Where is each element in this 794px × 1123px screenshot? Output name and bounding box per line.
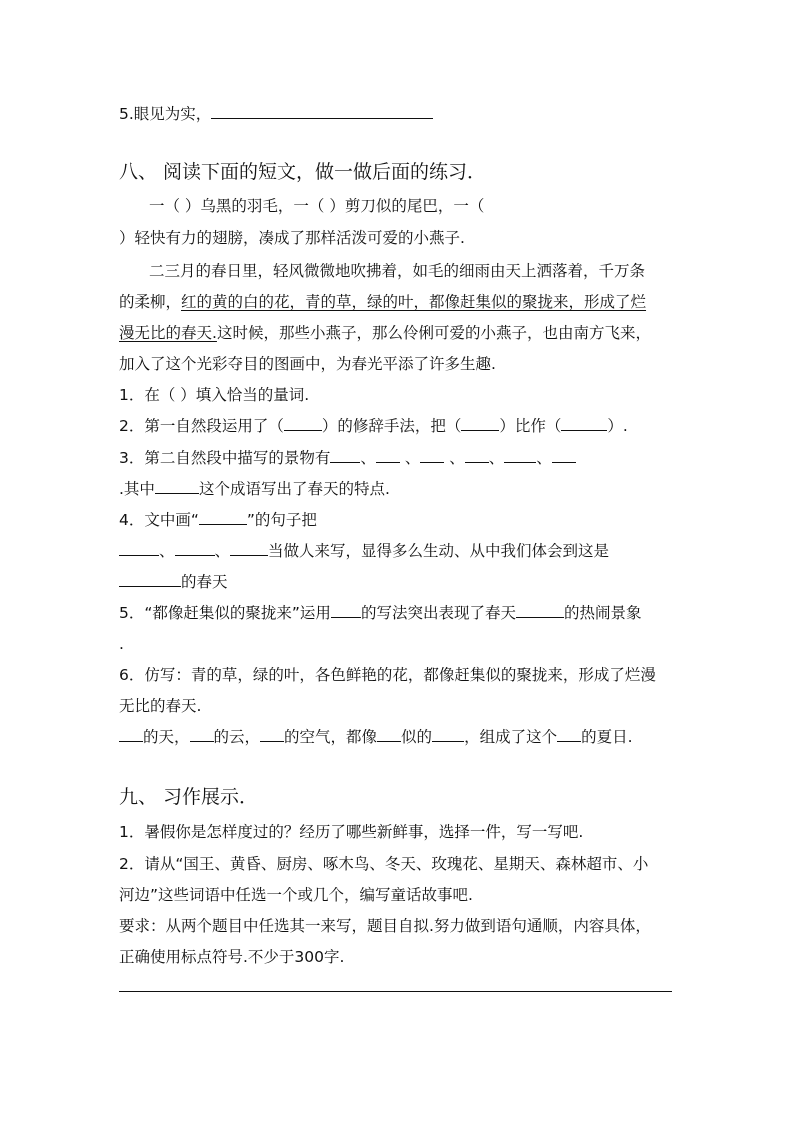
passage-p1-line1: 一（ ）乌黑的羽毛，一（ ）剪刀似的尾巴，一（ [149,197,485,215]
answer-blank[interactable] [190,727,214,742]
requirements-line2: 正确使用标点符号.不少于300字. [119,948,345,966]
question-8-3-line1: 3．第二自然段中描写的景物有 、 、 、 、 、 [119,448,576,468]
answer-blank[interactable] [465,448,489,463]
section-8-heading: 八、 阅读下面的短文，做一做后面的练习． [119,161,487,183]
answer-blank[interactable] [557,727,581,742]
passage-p2-line3: 漫无比的春天.这时候，那些小燕子，那么伶俐可爱的小燕子，也由南方飞来， [119,324,651,342]
question-8-4-line1: 4．文中画“ ”的句子把 [119,511,317,529]
question-8-5-line2: . [119,635,124,653]
section-9-heading: 九、 习作展示． [119,786,259,808]
answer-blank[interactable] [561,416,607,431]
passage-p2-line4: 加入了这个光彩夺目的图画中，为春光平添了许多生趣. [119,355,496,373]
answer-blank[interactable] [420,448,444,463]
answer-blank[interactable] [504,448,536,463]
requirements-line1: 要求：从两个题目中任选其一来写，题目自拟.努力做到语句通顺，内容具体， [119,917,651,935]
answer-blank[interactable] [331,603,361,618]
answer-blank[interactable] [199,510,247,525]
question-8-6-line1: 6．仿写：青的草，绿的叶，各色鲜艳的花，都像赶集似的聚拢来，形成了烂漫 [119,666,656,684]
question-8-2: 2．第一自然段运用了（ ）的修辞手法，把（ ）比作（ ）. [119,417,628,435]
answer-blank[interactable] [516,603,564,618]
answer-blank[interactable] [260,727,284,742]
question-8-4-line3: 的春天 [119,572,228,592]
answer-blank[interactable] [376,448,400,463]
underlined-sentence-end: 漫无比的春天. [119,324,217,342]
answer-blank[interactable] [284,416,322,431]
answer-blank[interactable] [175,541,215,556]
question-9-1: 1．暑假你是怎样度过的？经历了哪些新鲜事，选择一件，写一写吧. [119,823,584,841]
answer-blank[interactable] [461,416,499,431]
answer-blank[interactable] [119,572,181,587]
question-8-6-line2: 无比的春天. [119,697,202,715]
question-8-5-line1: 5．“都像赶集似的聚拢来”运用 的写法突出表现了春天 的热闹景象 [119,604,642,622]
writing-line[interactable] [119,991,672,992]
underlined-sentence: 红的黄的白的花，青的草，绿的叶，都像赶集似的聚拢来，形成了烂 [181,293,647,311]
question-8-6-line3: 的天， 的云， 的空气，都像 似的 ，组成了这个 的夏日. [119,727,633,747]
answer-blank[interactable] [119,727,143,742]
passage-p2-line1: 二三月的春日里，轻风微微地吹拂着，如毛的细雨由天上洒落着，千万条 [149,262,646,280]
passage-p2-line2: 的柔柳，红的黄的白的花，青的草，绿的叶，都像赶集似的聚拢来，形成了烂 [119,293,647,311]
answer-blank[interactable] [155,479,199,494]
answer-blank[interactable] [211,104,433,119]
answer-blank[interactable] [330,448,360,463]
question-9-2-line1: 2．请从“国王、黄昏、厨房、啄木鸟、冬天、玫瑰花、星期天、森林超市、小 [119,855,649,873]
question-8-4-line2: 、 、 当做人来写，显得多么生动、从中我们体会到这是 [119,541,609,561]
answer-blank[interactable] [230,541,268,556]
answer-blank[interactable] [432,727,464,742]
question-9-2-line2: 河边”这些词语中任选一个或几个，编写童话故事吧. [119,886,473,904]
question-8-1: 1．在（ ）填入恰当的量词. [119,386,310,404]
prev-question-5: 5.眼见为实， [119,104,433,124]
answer-blank[interactable] [377,727,401,742]
answer-blank[interactable] [552,448,576,463]
passage-p1-line2: ）轻快有力的翅膀，凑成了那样活泼可爱的小燕子. [119,229,465,247]
answer-blank[interactable] [119,541,159,556]
question-8-3-line2: .其中 这个成语写出了春天的特点. [119,480,390,498]
